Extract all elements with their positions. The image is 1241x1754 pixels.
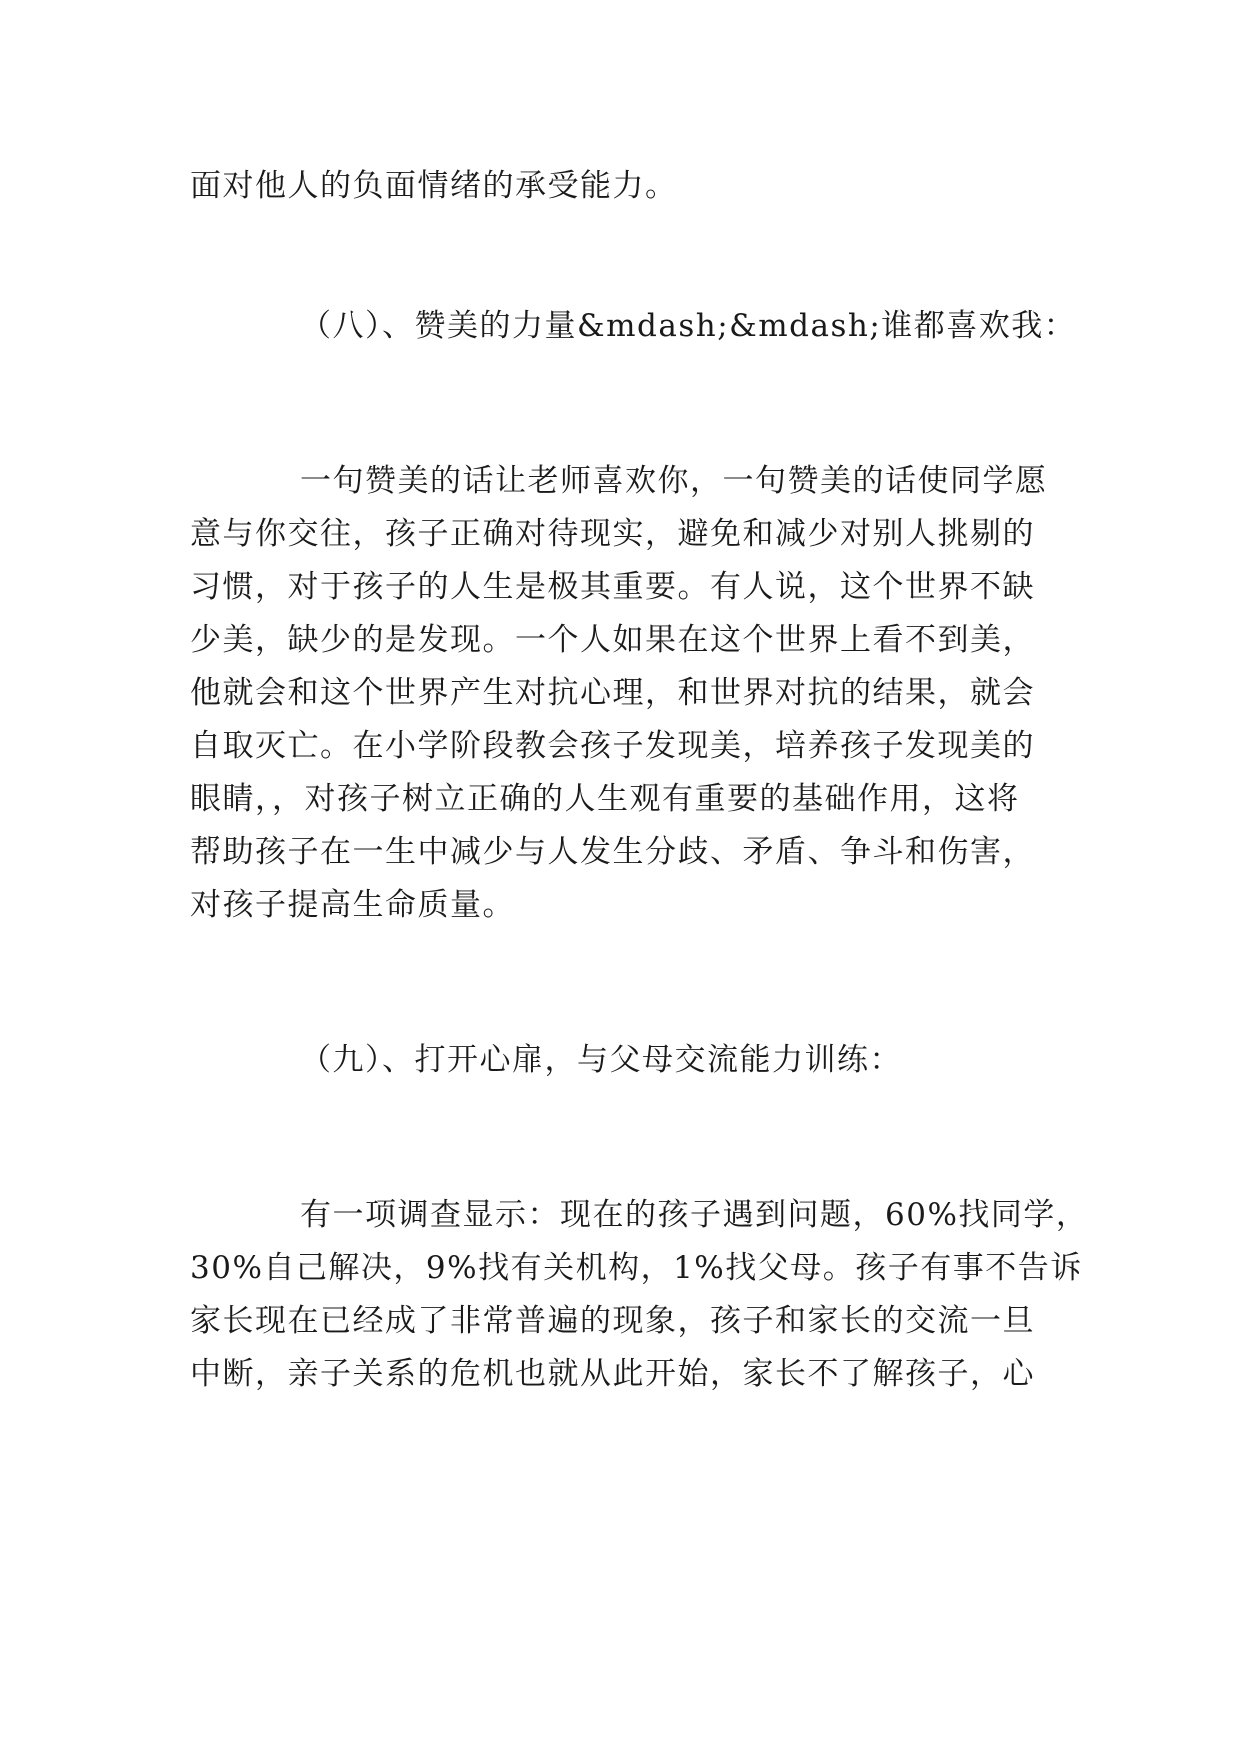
paragraph-line: 自取灭亡。在小学阶段教会孩子发现美，培养孩子发现美的 [190,728,1035,764]
section-heading-8: （八）、赞美的力量&mdash;&mdash;谁都喜欢我： [300,308,1077,344]
paragraph-line: 30%自己解决，9%找有关机构，1%找父母。孩子有事不告诉 [190,1250,1083,1286]
paragraph-line: 家长现在已经成了非常普遍的现象，孩子和家长的交流一旦 [190,1303,1035,1339]
section-heading-9: （九）、打开心扉，与父母交流能力训练： [300,1042,902,1078]
paragraph-line: 一句赞美的话让老师喜欢你，一句赞美的话使同学愿 [300,463,1048,499]
paragraph-line: 眼睛，，对孩子树立正确的人生观有重要的基础作用，这将 [190,781,1020,817]
paragraph-line: 习惯，对于孩子的人生是极其重要。有人说，这个世界不缺 [190,569,1035,605]
paragraph-line: 中断，亲子关系的危机也就从此开始，家长不了解孩子，心 [190,1356,1035,1392]
paragraph-line: 面对他人的负面情绪的承受能力。 [190,168,678,204]
paragraph-line: 意与你交往，孩子正确对待现实，避免和减少对别人挑剔的 [190,516,1035,552]
paragraph-line: 有一项调查显示：现在的孩子遇到问题，60%找同学， [300,1197,1089,1233]
paragraph-line: 少美，缺少的是发现。一个人如果在这个世界上看不到美， [190,622,1035,658]
paragraph-line: 他就会和这个世界产生对抗心理，和世界对抗的结果，就会 [190,675,1035,711]
paragraph-line: 帮助孩子在一生中减少与人发生分歧、矛盾、争斗和伤害， [190,834,1035,870]
paragraph-line: 对孩子提高生命质量。 [190,887,515,923]
